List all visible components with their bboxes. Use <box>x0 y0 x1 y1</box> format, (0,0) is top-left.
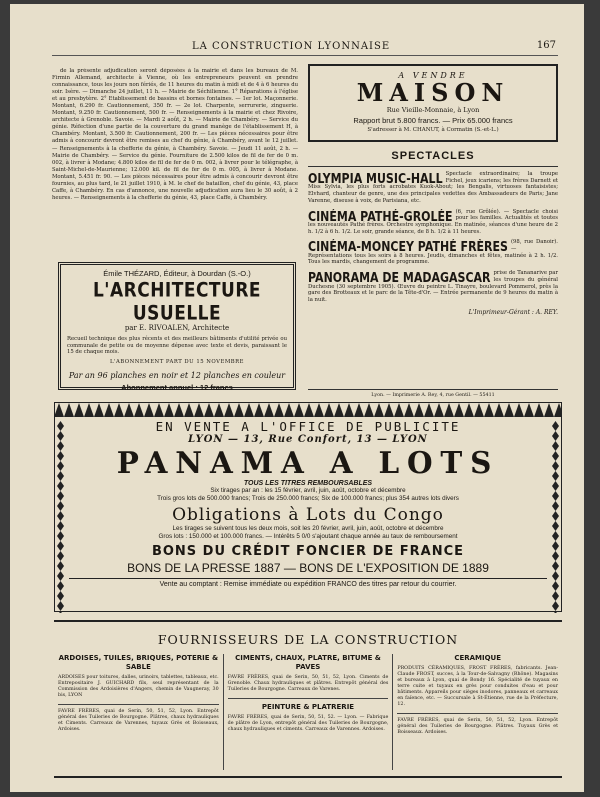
congo-lots: Gros lots : 150.000 et 100.000 francs. — Intérêts 5 0/0 s'ajoutant chaque année au taux de remboursement <box>158 533 458 540</box>
ad-subscription-start: L'ABONNEMENT PART DU 15 NOVEMBRE <box>110 358 244 365</box>
ad-title: L'ARCHITECTURE USUELLE <box>92 279 262 325</box>
supplier-heading: ARDOISES, TUILES, BRIQUES, POTERIE & SABLE <box>58 654 219 671</box>
newspaper-page <box>10 4 584 792</box>
page-header <box>52 40 558 56</box>
supplier-entry: FAVRE FRÈRES, quai de Serin, 50, 51, 52, Lyon. Entrepôt général des Tuileries de Bourgogne. Plâtres, chaux hydrauliques et Ciments. Carreaux de Varennes, tuyaux Grès et Boisseaux, Ardoises. <box>58 704 219 733</box>
panama-lots-ad <box>54 402 562 612</box>
adjudication-text <box>52 68 298 264</box>
spectacle-name: CINÉMA-MONCEY PATHÉ FRÈRES <box>308 239 508 255</box>
spectacle-item <box>308 239 558 266</box>
ad-description: Recueil technique des plus récents et des meilleurs bâtiments d'utilité privée ou communale de petite ou de moyenne dépense avec texte et devis, paraissant le 15 de chaque mois. <box>67 336 287 355</box>
spectacle-item <box>308 209 558 236</box>
printer-line: Lyon. — Imprimerie A. Rey, 4, rue Gentil. — 55411 <box>308 389 558 398</box>
spectacle-text: prise de Tananarive par les troupes du général Duchesne (30 septembre 1905). Œuvre du peintre L. Tinayre, boulevard Pommerol, près la gare des Brotteaux et le parc de la Tête-d'Or. — Entrée permanente de 9 heures du matin à la nuit. <box>308 270 558 303</box>
supplier-column <box>223 654 393 770</box>
fournisseurs-columns <box>54 654 562 770</box>
congo-title: Obligations à Lots du Congo <box>172 505 444 525</box>
supplier-entry: ARDOISES pour toitures, dalles, urinoirs, tablettes, tableaux, etc. Entrepositaire J. GUICHARD fils, seul représentant de la Commission des Ardoisières d'Angers, chemin de Vaugneray, 30 bis, LYON <box>58 675 219 698</box>
printer-signature: L'Imprimeur-Gérant : A. REY. <box>468 308 558 316</box>
supplier-entry: FAVRE FRÈRES, quai de Serin, 50, 51, 52, Lyon. Entrepôt général des Tuileries de Bourgogne. Plâtres. Tuyaux Grès et Boisseaux. Ardoises. <box>397 713 558 736</box>
supplier-heading: CERAMIQUE <box>454 654 502 662</box>
supplier-column <box>54 654 223 770</box>
ad-author: par E. RIVOALEN, Architecte <box>124 324 230 332</box>
spectacle-name: PANORAMA DE MADAGASCAR <box>308 270 491 286</box>
supplier-heading: PEINTURE & PLATRERIE <box>228 698 389 712</box>
sawtooth-border-top <box>54 403 562 417</box>
journal-title: LA CONSTRUCTION LYONNAISE <box>192 41 391 52</box>
ad-publisher: Émile THÉZARD, Éditeur, à Dourdan (S.-O.) <box>103 269 251 278</box>
panama-title: PANAMA A LOTS <box>116 446 500 481</box>
page-number: 167 <box>536 40 556 51</box>
architecture-usuelle-ad <box>58 262 296 390</box>
for-sale-title: MAISON <box>356 78 510 107</box>
panama-ad-body <box>69 419 547 588</box>
supplier-heading: CIMENTS, CHAUX, PLATRE, BITUME & PAVES <box>235 654 381 671</box>
supplier-entry: FAVRE FRÈRES, quai de Serin, 50, 51, 52. — Lyon. — Fabrique de plâtre de Lyon, entrepôt général des Tuileries de Bourgogne, chaux hydrauliques et ciments. Carreaux de Varennes. Ardoises. <box>227 715 389 732</box>
for-sale-contact: S'adresser à M. CHANUT, à Cormatin (S.-et-L.) <box>367 127 499 133</box>
spectacle-name: OLYMPIA MUSIC-HALL <box>308 171 443 187</box>
congo-draws: Les tirages se suivent tous les deux mois, soit les 20 février, avril, juin, août, octobre et décembre <box>172 525 444 532</box>
bons-presse: BONS DE LA PRESSE 1887 — BONS DE L'EXPOSITION DE 1889 <box>127 561 489 575</box>
ad-plates: Par an 96 planches en noir et 12 planches en couleur <box>68 370 286 380</box>
maison-for-sale-ad <box>308 64 558 142</box>
panama-draws: Six tirages par an : les 15 février, avril, juin, août, octobre et décembre <box>210 487 406 494</box>
office-address: LYON — 13, Rue Confort, 13 — LYON <box>188 434 428 445</box>
bottom-rule <box>54 776 562 778</box>
adjudication-paragraph: de la présente adjudication seront déposées à la mairie et dans les bureaux de M. Firmin Allemand, architecte à Vienne, où les entrepreneurs peuvent en prendre connaissance, tous les jours non fériés, de 11 heures du matin à midi et de 4 à 6 heures du soir. Isère. — Dimanche 24 juillet, 11 h. — Mairie de Séchilienne. 1° Réparations à l'église et au presbytère. 2° Etablissement de bassins et bornes fontaines. — 1er lot. Maçonnerie. Montant, 6.290 fr. Cautionnement, 350 fr. — 2e lot. Charpente, serrurerie, zinguerie. Montant, 9.250 fr. Cautionnement, 500 fr. — Renseignements à la mairie et chez Rivoire, architecte à Grenoble. Savoie. — Mardi 2 août, 2 h. — Mairie de Chambéry. — Service du génie. Réfection d'une partie de la couverture du grand manège de l'établissement H, à Chambéry. Montant, 3.500 fr. Cautionnement, 200 fr. — Les pièces nécessaires pour être admis à concourir devront être remises au chef du génie, à Chambéry, avant le 12 juillet. — Renseignements à la chefferie du génie, à Chambéry. Savoie. — Jeudi 11 août, 2 h. — Mairie de Chambéry. — Service du génie. Fourniture de 2.500 kilos de fil de fer de 0 m. 002, à livrer à Modane; 4.800 kilos de fil de fer de 0 m. 002, à livrer pour le télégraphe, à Saint-Michel-de-Maurienne; 12.000 kil. de fil de fer de 0 m. 005, à livrer à Modane. Montant, 5.451 fr. 90. — Les pièces nécessaires pour être admis à concourir devront être fournies, au plus tard, le 21 juillet 1910, à M. le chef de bataillon, chef du génie, 43, place Caffe, à Chambéry. En cas d'annonce, une nouvelle adjudication aura lieu le 30 août, à 2 heures. — Renseignements à la chefferie du génie, 43, place Caffe, à Chambéry. <box>52 68 298 201</box>
spectacle-item <box>308 270 558 304</box>
spectacles-heading: SPECTACLES <box>308 150 558 167</box>
fournisseurs-section <box>54 620 562 770</box>
diamond-border-left <box>57 421 64 613</box>
panama-subtitle: TOUS LES TITRES REMBOURSABLES <box>243 480 373 487</box>
spectacle-text: Spectacle extraordinaire; la troupe Fichel, jeux icariens; les frères Darnett et Miss Sylvia, les plus forts acrobates Kuok-About; les Bengalis, virtuoses fantaisistes; Elvhard, chanteur de genre, une des principales vedettes des Ambassadeurs de Paris; Jane Varenne, diseuse à voix, de Parisiana, etc. <box>308 171 558 204</box>
credit-foncier: BONS DU CRÉDIT FONCIER DE FRANCE <box>151 544 465 559</box>
for-sale-address: Rue Vieille-Monnaie, à Lyon <box>386 106 480 114</box>
supplier-column <box>392 654 562 770</box>
panama-lots: Trois gros lots de 500.000 francs; Trois de 250.000 francs; Six de 100.000 francs; plus 354 autres lots divers <box>157 495 459 502</box>
right-column <box>308 64 558 316</box>
diamond-border-right <box>552 421 559 613</box>
supplier-entry: FAVRE FRÈRES, quai de Serin, 50, 51, 52, Lyon. Ciments de Grenoble. Chaux hydrauliques et plâtres. Entrepôt général des Tuileries de Bourgogne. Carreaux de Varenes. <box>227 675 389 692</box>
spectacle-item <box>308 171 558 205</box>
spectacle-text: (98, rue Danoir). — Représentations tous les soirs à 8 heures. Jeudis, dimanches et fêtes, matinée à 2 h. 1/2. Tous les mardis, changement de programme. <box>308 239 558 266</box>
ad-price: Abonnement annuel : 12 francs <box>121 382 233 392</box>
office-line: EN VENTE A L'OFFICE DE PUBLICITE <box>155 419 461 434</box>
supplier-entry: PRODUITS CÉRAMIQUES, FROST FRÈRES, fabricants. Jean-Claude FROST, succes, à la Tour-de-Salvagny (Rhône). Magasins et bureaux à Lyon, quai de Bondy 16. Spécialité de tuyaux en terre cuite et tuyaux en grès pour conduites d'eau et pour bâtiments. Appareils pour sièges inodores, panneaux et carreaux en faïence, etc. — Succursale à St-Étienne, rue de la Préfecture, 12. <box>397 666 559 707</box>
for-sale-yield: Rapport brut 5.800 francs. — Prix 65.000 francs <box>353 116 513 125</box>
spectacle-text: (6, rue Grôlée). — Spectacle choisi pour les familles. Actualités et toutes les nouveautés Pathé frères. Orchestre symphonique. En matinée, séances d'une heure de 2 h. 1/2 à 6 h. 1/2. Le soir, grande séance, de 8 h. 1/2 à 11 heures. <box>308 208 558 235</box>
spectacle-name: CINÉMA PATHÉ-GROLÉE <box>308 208 453 225</box>
for-sale-kicker: A VENDRE <box>398 71 468 80</box>
fournisseurs-title: FOURNISSEURS DE LA CONSTRUCTION <box>157 632 459 647</box>
sale-terms: Vente au comptant : Remise immédiate ou expédition FRANCO des titres par retour du courrier. <box>69 578 547 588</box>
